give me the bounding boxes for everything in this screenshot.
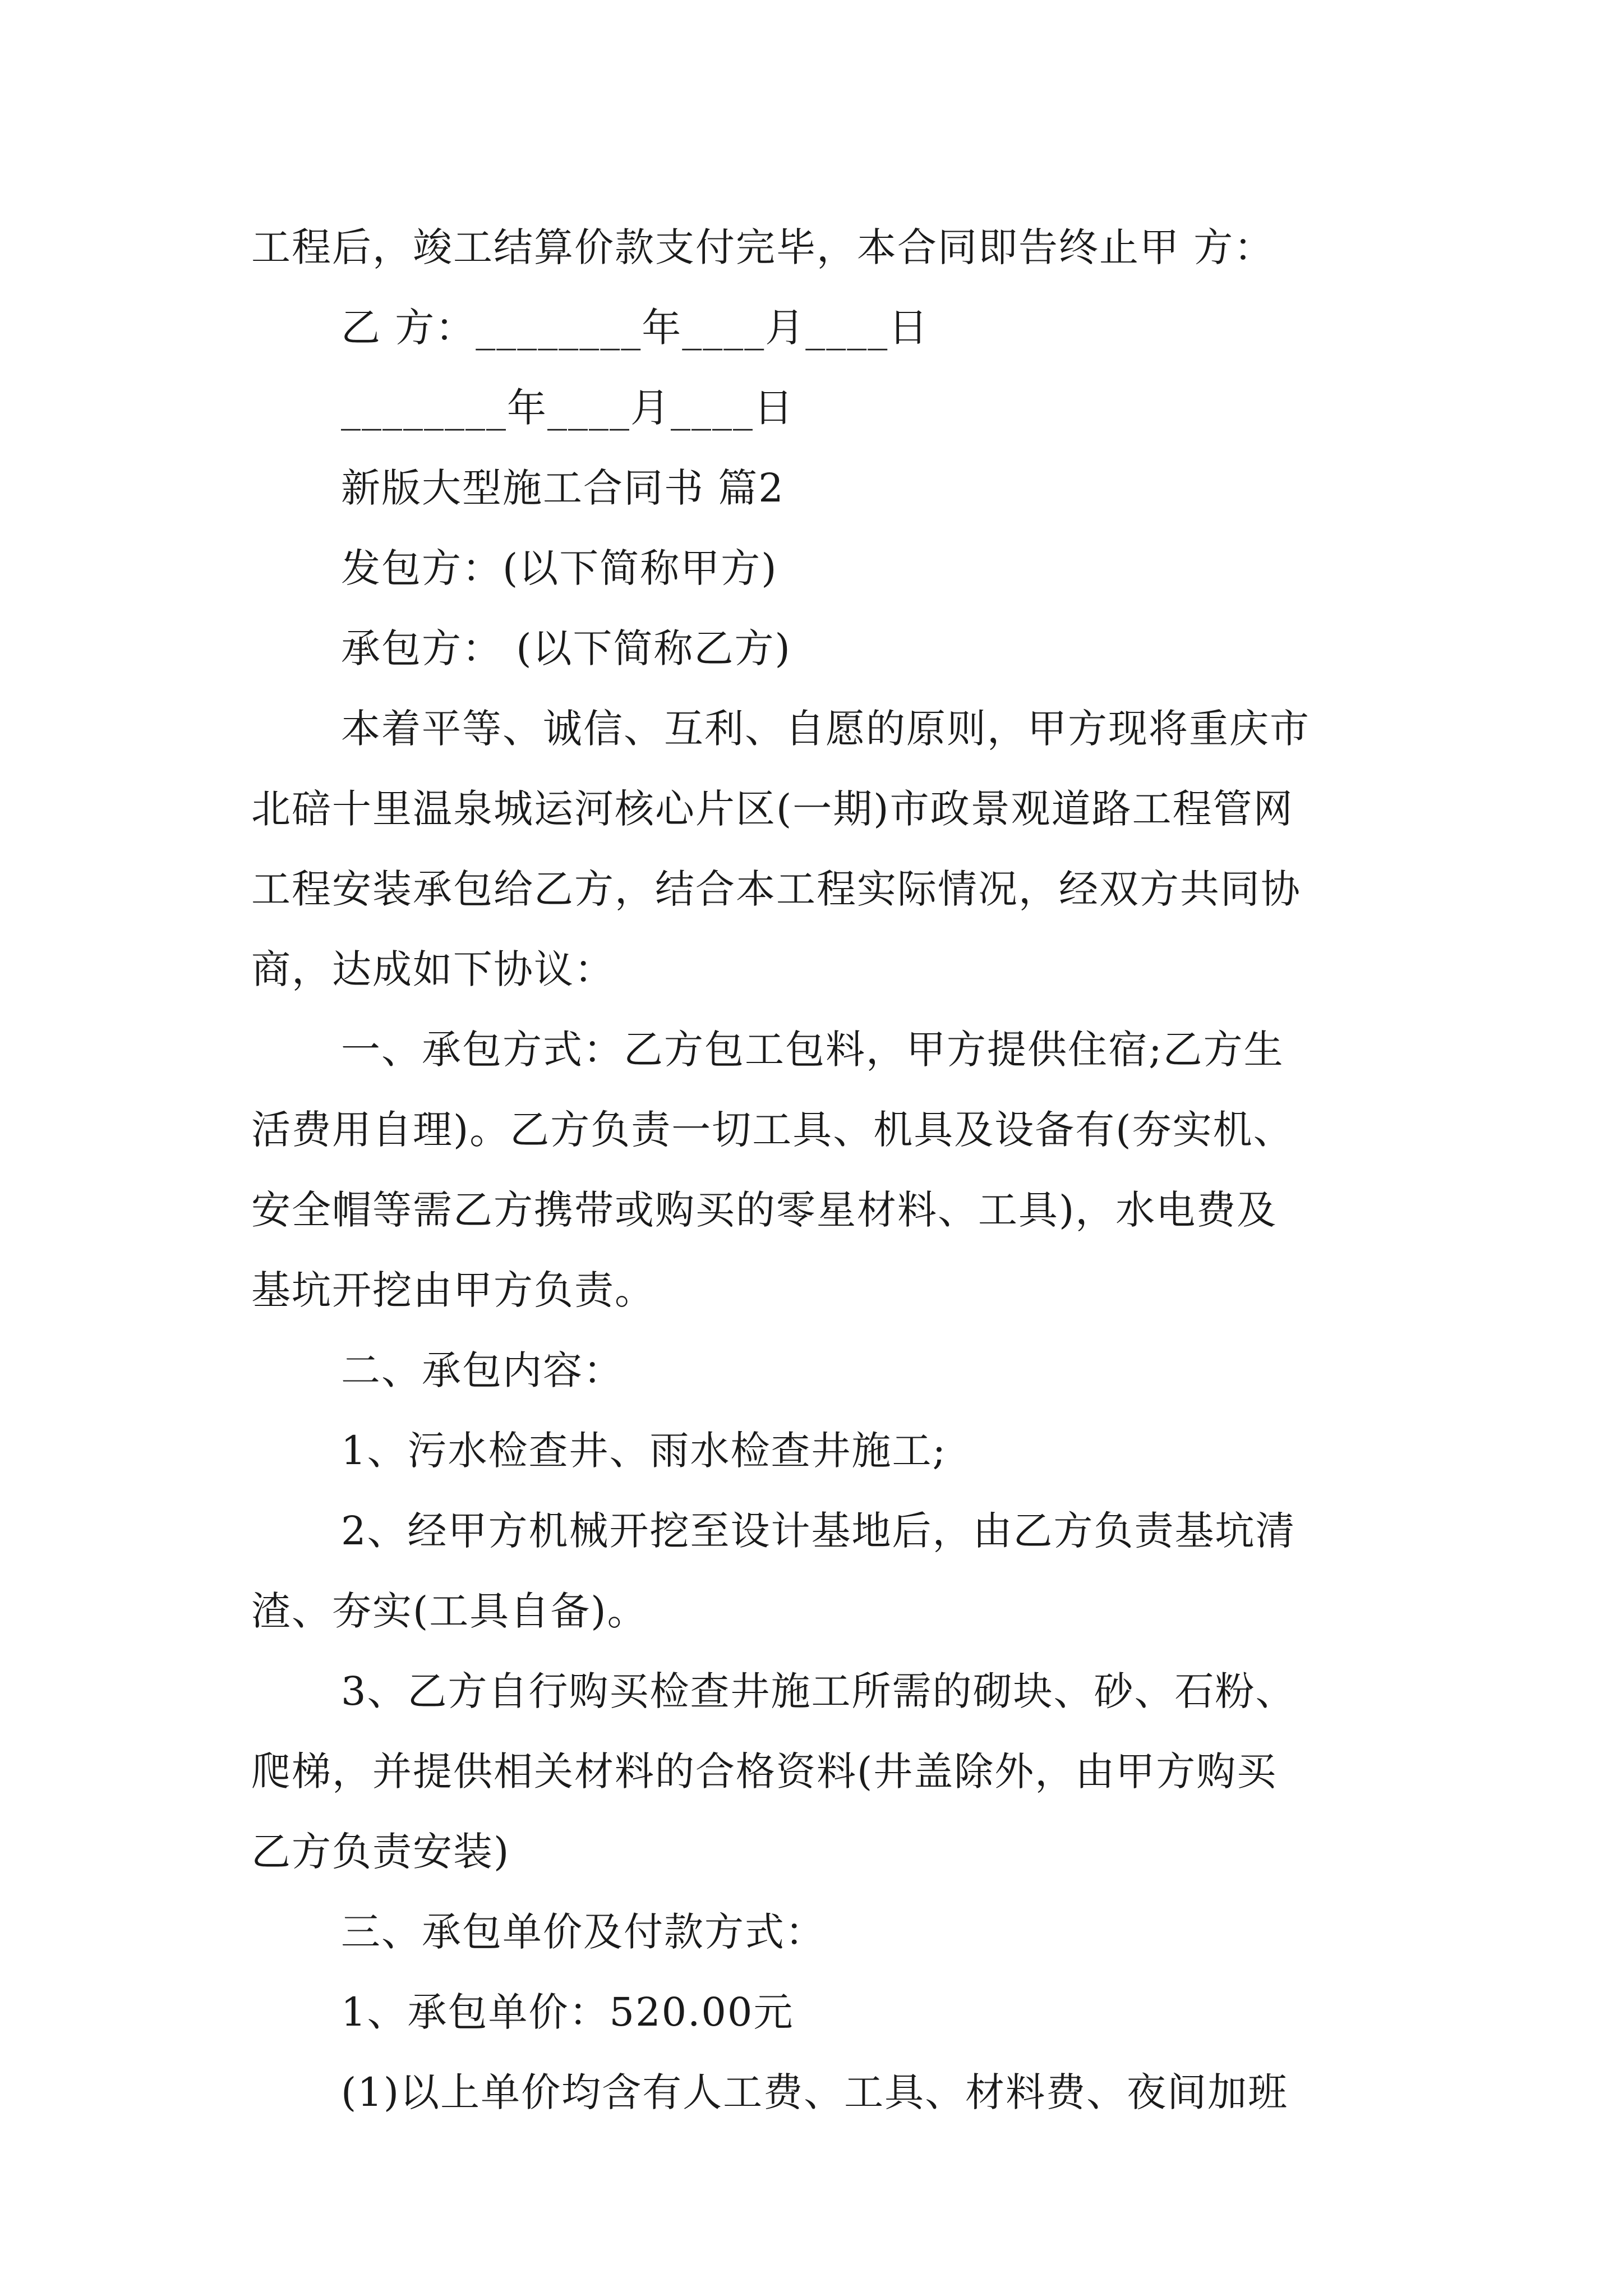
text-line: (1)以上单价均含有人工费、工具、材料费、夜间加班 [341, 2069, 1289, 2115]
text-line: 乙方负责安装) [251, 1829, 510, 1875]
text-line: 爬梯，并提供相关材料的合格资料(井盖除外，由甲方购买 [251, 1749, 1278, 1795]
text-line: 三、承包单价及付款方式： [341, 1909, 826, 1955]
text-line: 活费用自理)。乙方负责一切工具、机具及设备有(夯实机、 [251, 1107, 1294, 1153]
text-line: 发包方：(以下简称甲方) [341, 545, 778, 591]
text-line: 2、经甲方机械开挖至设计基地后，由乙方负责基坑清 [341, 1508, 1296, 1554]
text-line: 基坑开挖由甲方负责。 [251, 1267, 655, 1313]
text-line: 北碚十里温泉城运河核心片区(一期)市政景观道路工程管网 [251, 786, 1294, 832]
text-line: 1、承包单价：520.00元 [341, 1989, 794, 2035]
text-line: 商，达成如下协议： [251, 946, 615, 992]
text-line: 工程后，竣工结算价款支付完毕，本合同即告终止甲 方： [251, 224, 1275, 270]
text-line: 乙 方：________年____月____日 [341, 305, 929, 351]
text-line: 一、承包方式：乙方包工包料，甲方提供住宿;乙方生 [341, 1027, 1284, 1073]
text-line: 安全帽等需乙方携带或购买的零星材料、工具)，水电费及 [251, 1187, 1278, 1233]
text-line: 工程安装承包给乙方，结合本工程实际情况，经双方共同协 [251, 866, 1301, 912]
text-line: 3、乙方自行购买检查井施工所需的砌块、砂、石粉、 [341, 1668, 1296, 1714]
text-line: 本着平等、诚信、互利、自愿的原则，甲方现将重庆市 [341, 706, 1310, 752]
text-line: 渣、夯实(工具自备)。 [251, 1588, 648, 1634]
text-line: 二、承包内容： [341, 1347, 624, 1393]
text-line: 承包方： (以下简称乙方) [341, 625, 791, 671]
section-heading: 新版大型施工合同书 篇2 [341, 465, 785, 511]
text-line: ________年____月____日 [341, 385, 794, 431]
document-body [251, 208, 1390, 2133]
text-line: 1、污水检查井、雨水检查井施工; [341, 1428, 947, 1474]
